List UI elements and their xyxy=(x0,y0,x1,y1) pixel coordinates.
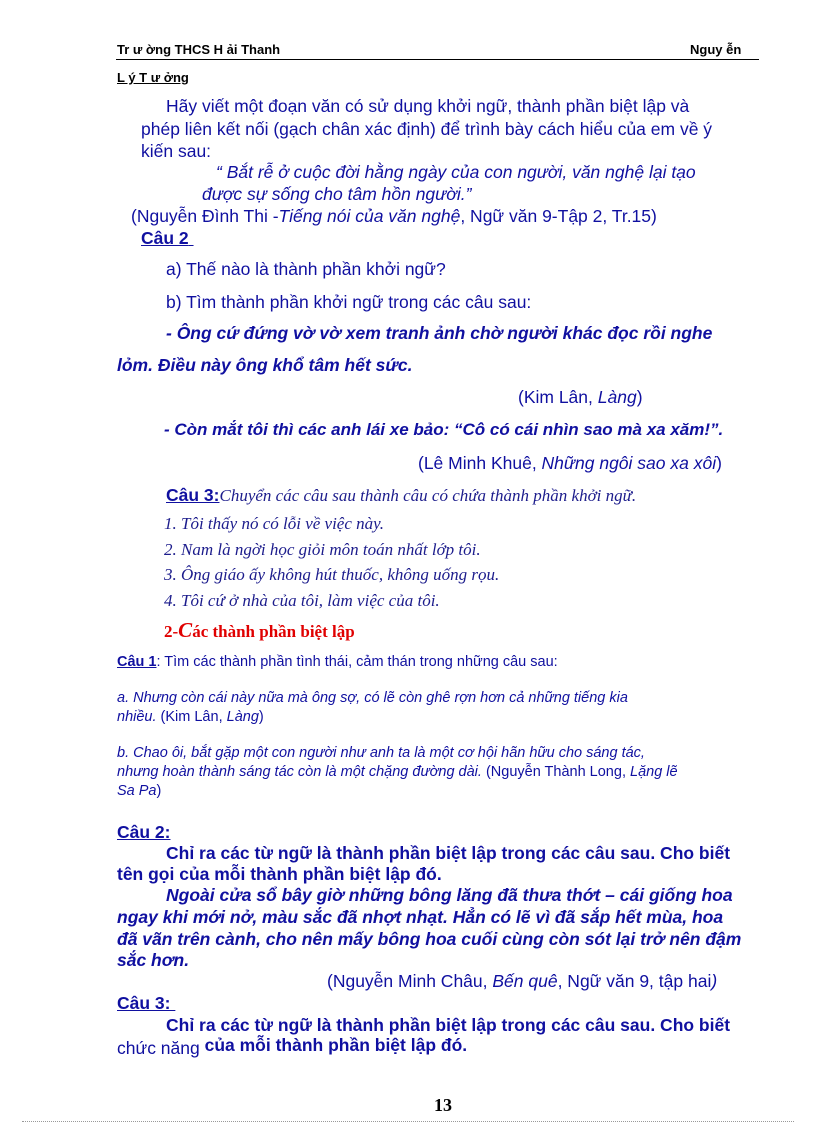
header-author-cont xyxy=(117,70,229,85)
intro-source xyxy=(131,206,657,227)
intro-line-2: phép liên kết nối (gạch chân xác định) để trình bày cách hiểu của em về ý xyxy=(141,119,713,139)
cau1-b-tail: nhưng hoàn thành sáng tác còn là một chặng đường dài. xyxy=(117,764,482,780)
cau1-heading: Câu 1 xyxy=(117,654,157,670)
intro-line-3: kiến sau: xyxy=(141,141,212,161)
cau1-a-line-1: a. Nhưng còn cái này nữa mà ông sợ, có lẽ còn ghê rợn hơn cả những tiếng kia xyxy=(117,690,628,706)
cau2-first-example-1-source xyxy=(518,387,643,408)
page-number: 13 xyxy=(434,1095,452,1115)
ex2-source-title: Những ngôi sao xa xôi xyxy=(541,453,717,473)
header-author: Nguy ễn xyxy=(690,42,742,57)
intro-line-1: Hãy viết một đoạn văn có sử dụng khởi ngữ, thành phần biệt lập và xyxy=(166,96,690,116)
header-school: Tr ư ờng THCS H ải Thanh xyxy=(117,42,281,57)
header-author-name: L ý T ư ởng xyxy=(117,70,189,85)
cau2-first-example-2: - Còn mắt tôi thì các anh lái xe bảo: “Cô có cái nhìn sao mà xa xăm!”. xyxy=(164,420,724,439)
cau3-first-item-1: 1. Tôi thấy nó có lỗi về việc này. xyxy=(164,514,384,533)
section-2-initial: C xyxy=(178,618,193,642)
cau3-second-task-1: Chỉ ra các từ ngữ là thành phần biệt lập trong các câu sau. Cho biết xyxy=(166,1015,731,1035)
intro-source-ref: , Ngữ văn 9-Tập 2, Tr.15) xyxy=(460,206,657,226)
section-2-number: 2- xyxy=(164,622,179,641)
ex1-source-close: ) xyxy=(636,387,643,407)
cau1-b-line-3 xyxy=(117,783,161,799)
section-2-rest: ác thành phần biệt lập xyxy=(192,622,355,641)
cau2-second-quote-1: Ngoài cửa sổ bây giờ những bông lăng đã thưa thớt – cái giống hoa xyxy=(166,885,733,905)
cau1-a-source-close: ) xyxy=(258,709,264,725)
cau2-first-example-2-source xyxy=(418,453,722,474)
cau1-b-source-title: Lặng lẽ xyxy=(630,764,678,780)
cau3-second-task-2a: chức năng xyxy=(117,1038,205,1058)
cau1-a-source-author: (Kim Lân, xyxy=(156,709,227,725)
cau2-first-example-1-line-2: lỏm. Điều này ông khổ tâm hết sức. xyxy=(117,355,413,375)
cau3-first-line xyxy=(166,485,636,506)
ex2-source-close: ) xyxy=(716,453,722,473)
cau2-second-quote-2: ngay khi mới nở, màu sắc đã nhợt nhạt. Hẳn có lẽ vì đã sắp hết mùa, hoa xyxy=(117,907,724,927)
cau3-first-item-3: 3. Ông giáo ấy không hút thuốc, không uống rọu. xyxy=(164,565,500,584)
cau3-second-task-2b: của mỗi thành phần biệt lập đó. xyxy=(204,1035,468,1055)
cau2-second-source-close: ) xyxy=(711,971,718,991)
cau1-line xyxy=(117,654,558,670)
cau1-a-tail: nhiều. xyxy=(117,709,157,725)
cau1-b-source-close: ) xyxy=(156,783,162,799)
cau2-second-heading: Câu 2: xyxy=(117,822,171,842)
ex1-source-title: Làng xyxy=(597,387,637,407)
cau1-task: : Tìm các thành phần tình thái, cảm thán trong những câu sau: xyxy=(156,654,558,670)
cau2-first-b: b) Tìm thành phần khởi ngữ trong các câu sau: xyxy=(166,292,532,312)
cau2-second-source xyxy=(327,971,717,992)
cau3-first-task: Chuyển các câu sau thành câu có chứa thành phần khởi ngữ. xyxy=(219,486,637,505)
cau1-b-line-1: b. Chao ôi, bắt gặp một con người như anh ta là một cơ hội hãn hữu cho sáng tác, xyxy=(117,745,645,761)
cau1-b-source-title-cont: Sa Pa xyxy=(117,783,157,799)
cau3-second-heading: Câu 3: xyxy=(117,993,171,1013)
cau1-a-source-title: Làng xyxy=(226,709,259,725)
footer-rule xyxy=(22,1121,794,1122)
intro-quote-1: “ Bắt rễ ở cuộc đời hằng ngày của con người, văn nghệ lại tạo xyxy=(216,162,696,182)
intro-source-title: Tiếng nói của văn nghệ xyxy=(278,206,461,226)
cau2-second-source-ref: , Ngữ văn 9, tập hai xyxy=(557,971,712,991)
section-2-title xyxy=(164,618,355,643)
ex1-source-author: (Kim Lân, xyxy=(518,387,598,407)
cau2-first-example-1-line-1: - Ông cứ đứng vờ vờ xem tranh ảnh chờ người khác đọc rồi nghe xyxy=(166,323,713,343)
cau3-first-item-2: 2. Nam là ngời học giỏi môn toán nhất lớp tôi. xyxy=(164,540,481,559)
cau1-b-source-author: (Nguyễn Thành Long, xyxy=(481,764,630,780)
intro-source-author: (Nguyễn Đình Thi - xyxy=(131,206,279,226)
cau3-second-task-2 xyxy=(117,1035,468,1059)
cau1-a-line-2 xyxy=(117,709,264,725)
cau1-b-line-2 xyxy=(117,764,678,780)
intro-quote-2: được sự sống cho tâm hồn người.” xyxy=(202,184,472,204)
cau2-second-quote-4: sắc hơn. xyxy=(117,950,190,970)
cau3-first-heading: Câu 3: xyxy=(166,485,220,505)
cau2-second-source-title: Bến quê xyxy=(492,971,558,991)
cau2-first-a: a) Thế nào là thành phần khởi ngữ? xyxy=(166,259,446,279)
cau2-second-task-2: tên gọi của mỗi thành phần biệt lập đó. xyxy=(117,864,442,884)
cau2-first-heading: Câu 2 xyxy=(141,228,189,248)
header-rule xyxy=(116,59,759,60)
cau2-second-source-author: (Nguyễn Minh Châu, xyxy=(327,971,493,991)
cau2-second-task-1: Chỉ ra các từ ngữ là thành phần biệt lập trong các câu sau. Cho biết xyxy=(166,843,731,863)
cau2-second-quote-3: đã vãn trên cành, cho nên mấy bông hoa cuối cùng còn sót lại trở nên đậm xyxy=(117,929,742,949)
cau3-first-item-4: 4. Tôi cứ ở nhà của tôi, làm việc của tôi. xyxy=(164,591,440,610)
ex2-source-author: (Lê Minh Khuê, xyxy=(418,453,542,473)
